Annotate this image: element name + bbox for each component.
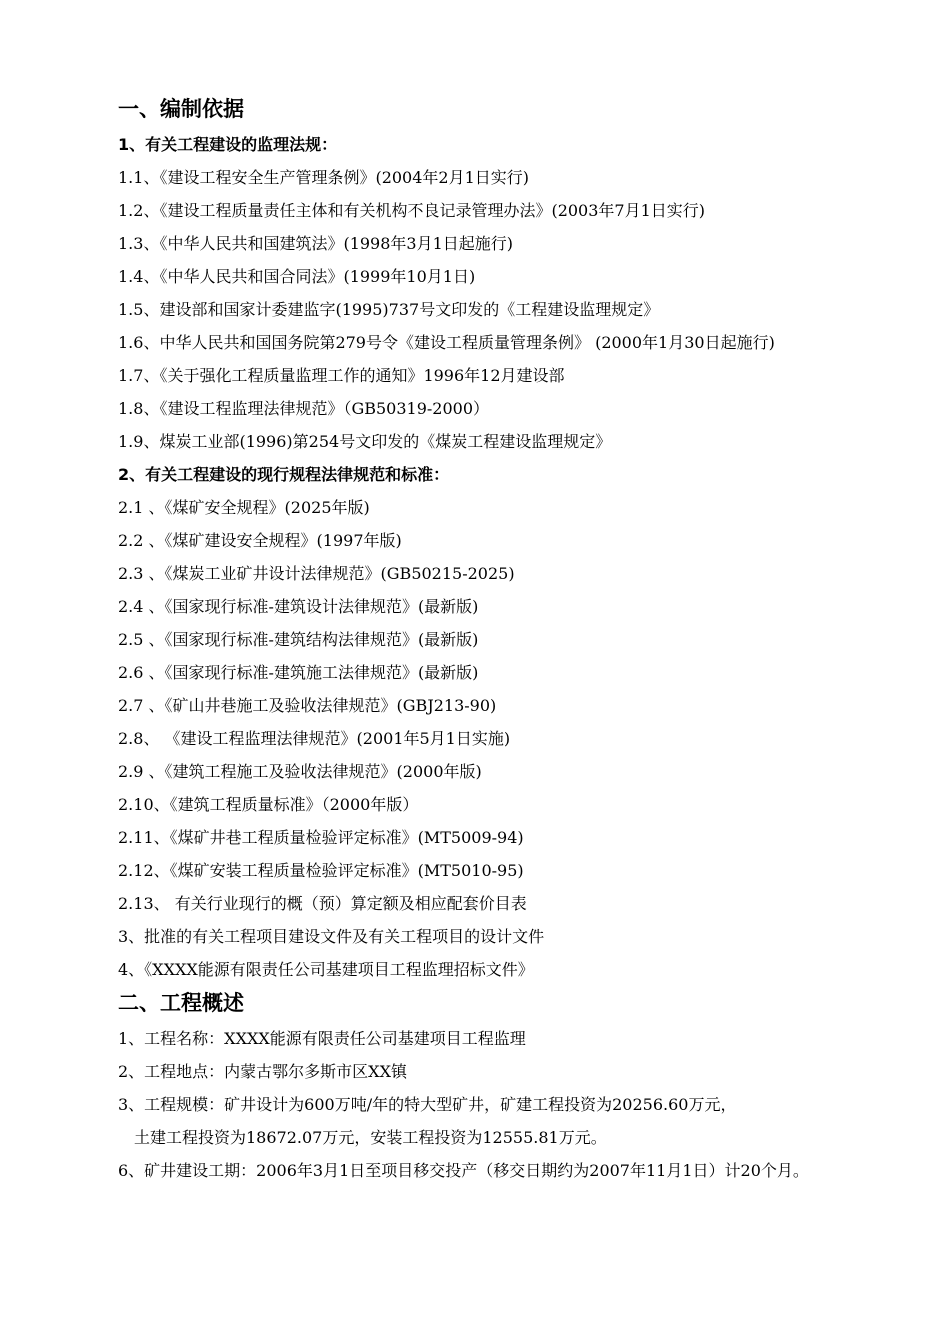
list-item: 2.13、 有关行业现行的概（预）算定额及相应配套价目表 (118, 894, 527, 913)
list-item: 2.6 、《国家现行标准-建筑施工法律规范》(最新版) (118, 663, 479, 682)
list-item: 1.3、《中华人民共和国建筑法》(1998年3月1日起施行) (118, 234, 514, 253)
list-item: 2.5 、《国家现行标准-建筑结构法律规范》(最新版) (118, 630, 479, 649)
list-item: 2.10、《建筑工程质量标准》（2000年版） (118, 795, 419, 814)
list-item-approved-documents: 3、批准的有关工程项目建设文件及有关工程项目的设计文件 (118, 927, 545, 946)
list-item: 1.5、建设部和国家计委建监字(1995)737号文印发的《工程建设监理规定》 (118, 300, 660, 319)
list-item: 2.4 、《国家现行标准-建筑设计法律规范》(最新版) (118, 597, 479, 616)
list-item: 1.7、《关于强化工程质量监理工作的通知》1996年12月建设部 (118, 366, 565, 385)
subheading-supervision-regulations: 1、有关工程建设的监理法规： (118, 135, 338, 154)
list-item: 1.8、《建设工程监理法律规范》（GB50319-2000） (118, 399, 490, 418)
list-item: 1.1、《建设工程安全生产管理条例》(2004年2月1日实行) (118, 168, 530, 187)
list-item: 1.6、中华人民共和国国务院第279号令《建设工程质量管理条例》 (2000年1月30日起施行) (118, 333, 775, 352)
list-item: 2.12、《煤矿安装工程质量检验评定标准》(MT5010-95) (118, 861, 524, 880)
list-item: 1.4、《中华人民共和国合同法》(1999年10月1日) (118, 267, 476, 286)
list-item: 2.8、 《建设工程监理法律规范》(2001年5月1日实施) (118, 729, 511, 748)
list-item: 1.2、《建设工程质量责任主体和有关机构不良记录管理办法》(2003年7月1日实行) (118, 201, 706, 220)
list-item: 2.7 、《矿山井巷施工及验收法律规范》(GBJ213-90) (118, 696, 497, 715)
list-item: 2.2 、《煤矿建设安全规程》(1997年版) (118, 531, 402, 550)
list-item: 2.11、《煤矿井巷工程质量检验评定标准》(MT5009-94) (118, 828, 524, 847)
project-construction-period: 6、矿井建设工期：2006年3月1日至项目移交投产（移交日期约为2007年11月1日）计20个月。 (118, 1161, 809, 1180)
list-item-tender-document: 4、《XXXX能源有限责任公司基建项目工程监理招标文件》 (118, 960, 534, 979)
project-scale: 3、工程规模：矿井设计为600万吨/年的特大型矿井，矿建工程投资为20256.60万元， (118, 1095, 737, 1114)
project-name: 1、工程名称：XXXX能源有限责任公司基建项目工程监理 (118, 1029, 526, 1048)
list-item: 2.3 、《煤炭工业矿井设计法律规范》(GB50215-2025) (118, 564, 515, 583)
project-scale-continued: 土建工程投资为18672.07万元，安装工程投资为12555.81万元。 (134, 1128, 607, 1147)
list-item: 1.9、煤炭工业部(1996)第254号文印发的《煤炭工程建设监理规定》 (118, 432, 612, 451)
section-heading-basis: 一、编制依据 (118, 97, 244, 121)
list-item: 2.9 、《建筑工程施工及验收法律规范》(2000年版) (118, 762, 482, 781)
project-location: 2、工程地点：内蒙古鄂尔多斯市区XX镇 (118, 1062, 407, 1081)
document-page (118, 92, 843, 1187)
list-item: 2.1 、《煤矿安全规程》(2025年版) (118, 498, 370, 517)
subheading-standards: 2、有关工程建设的现行规程法律规范和标准： (118, 465, 450, 484)
section-heading-overview: 二、工程概述 (118, 991, 244, 1015)
